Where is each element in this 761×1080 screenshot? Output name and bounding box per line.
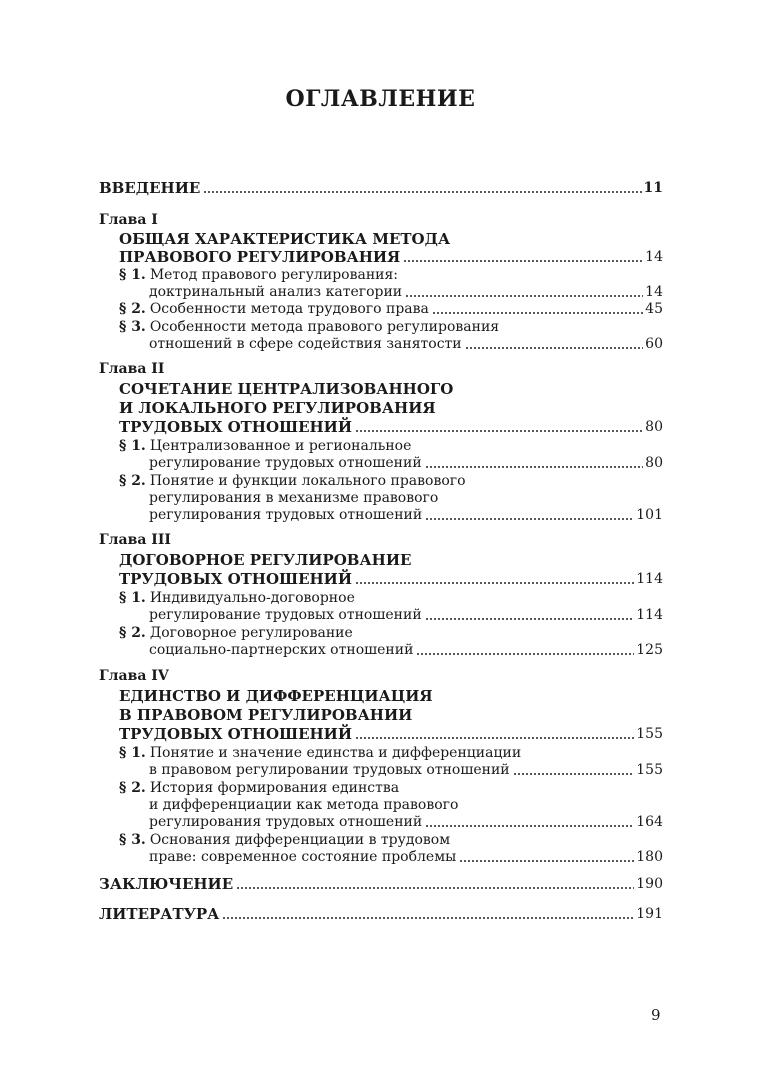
toc-entry-label: ЛИТЕРАТУРА [99, 905, 220, 923]
page-number: 14 [645, 284, 663, 300]
chapter-title-2-line-2 [99, 398, 663, 417]
chapter-title-text: ОБЩАЯ ХАРАКТЕРИСТИКА МЕТОДА [119, 230, 451, 248]
dot-leader [203, 191, 641, 193]
section-title-text: праве: современное состояние проблемы [149, 849, 457, 865]
toc-entry-section-2-1[interactable] [99, 453, 663, 472]
chapter-title-text: ТРУДОВЫХ ОТНОШЕНИЙ [119, 725, 353, 743]
chapter-label: Глава II [99, 361, 165, 377]
section-title-text: и дифференциации как метода правового [149, 797, 459, 813]
section-mark: § 1. [119, 267, 146, 283]
page-number: 190 [636, 876, 663, 892]
page-number: 11 [643, 180, 663, 196]
toc-entry-section-4-1[interactable] [99, 760, 663, 779]
section-title-text: регулирование трудовых отношений [149, 607, 422, 623]
chapter-title-text: ПРАВОВОГО РЕГУЛИРОВАНИЯ [119, 248, 401, 266]
section-title-text: в правовом регулировании трудовых отношений [149, 762, 510, 778]
section-mark: § 3. [119, 319, 146, 335]
section-title-text: регулирования трудовых отношений [149, 814, 423, 830]
toc-entry-chapter-3[interactable] [99, 569, 663, 588]
page-number: 14 [645, 249, 663, 265]
page-number: 101 [636, 507, 663, 523]
chapter-title-text: И ЛОКАЛЬНОГО РЕГУЛИРОВАНИЯ [119, 399, 436, 417]
section-title-text: Метод правового регулирования: [149, 267, 399, 283]
dot-leader [425, 518, 634, 520]
section-title-text: социально-партнерских отношений [149, 642, 414, 658]
toc-entry-intro[interactable] [99, 178, 663, 197]
page-number: 155 [636, 726, 663, 742]
section-title-text: регулирования трудовых отношений [149, 507, 423, 523]
chapter-heading-1 [99, 210, 663, 229]
chapter-label: Глава IV [99, 668, 169, 684]
section-title-text: регулирования в механизме правового [149, 490, 439, 506]
chapter-heading-3 [99, 530, 663, 549]
toc-entry-section-4-2[interactable] [99, 812, 663, 831]
chapter-heading-2 [99, 359, 663, 378]
page-number: 45 [645, 301, 663, 317]
section-title-text: Основания дифференциации в трудовом [149, 832, 451, 848]
chapter-title-text: СОЧЕТАНИЕ ЦЕНТРАЛИЗОВАННОГО [119, 380, 454, 398]
section-mark: § 2. [119, 301, 146, 317]
toc-entry-conclusion[interactable] [99, 874, 663, 893]
section-title-text: Понятие и значение единства и дифференциации [149, 745, 522, 761]
dot-leader [465, 347, 644, 349]
section-mark: § 3. [119, 832, 146, 848]
dot-leader [355, 582, 634, 584]
section-title-text: Индивидуально-договорное [149, 590, 355, 606]
page-number: 180 [636, 849, 663, 865]
section-title-text: История формирования единства [149, 780, 400, 796]
section-title-text: Договорное регулирование [149, 625, 353, 641]
dot-leader [459, 860, 634, 862]
section-title-text: отношений в сфере содействия занятости [149, 336, 462, 352]
toc-entry-section-3-2[interactable] [99, 640, 663, 659]
dot-leader [403, 260, 643, 262]
section-title-text: Особенности метода правового регулирования [149, 319, 500, 335]
chapter-title-text: В ПРАВОВОМ РЕГУЛИРОВАНИИ [119, 706, 413, 724]
page-title: ОГЛАВЛЕНИЕ [285, 86, 476, 112]
toc-entry-literature[interactable] [99, 904, 663, 923]
section-mark: § 1. [119, 745, 146, 761]
page-number: 191 [636, 906, 663, 922]
section-mark: § 1. [119, 590, 146, 606]
chapter-title-text: ТРУДОВЫХ ОТНОШЕНИЙ [119, 570, 353, 588]
toc-entry-label: ЗАКЛЮЧЕНИЕ [99, 875, 234, 893]
dot-leader [425, 466, 644, 468]
dot-leader [425, 618, 635, 620]
page-number: 114 [636, 607, 663, 623]
page-number: 155 [636, 762, 663, 778]
chapter-title-3-line-1 [99, 550, 663, 569]
dot-leader [425, 825, 634, 827]
page-number: 114 [636, 571, 663, 587]
toc-entry-section-1-3[interactable] [99, 334, 663, 353]
toc-entry-label: ВВЕДЕНИЕ [99, 179, 201, 197]
section-mark: § 1. [119, 438, 146, 454]
section-title-text: регулирование трудовых отношений [149, 455, 422, 471]
dot-leader [355, 430, 643, 432]
section-title-text: Централизованное и региональное [149, 438, 412, 454]
section-title-text: Особенности метода трудового права [149, 301, 429, 317]
toc-entry-section-3-1[interactable] [99, 605, 663, 624]
chapter-title-text: ЕДИНСТВО И ДИФФЕРЕНЦИАЦИЯ [119, 687, 433, 705]
toc-entry-chapter-2[interactable] [99, 417, 663, 436]
section-title-text: доктринальный анализ категории [149, 284, 403, 300]
dot-leader [432, 312, 643, 314]
chapter-heading-4 [99, 666, 663, 685]
toc-entry-section-2-2[interactable] [99, 505, 663, 524]
chapter-title-text: ДОГОВОРНОЕ РЕГУЛИРОВАНИЕ [119, 551, 412, 569]
toc-entry-chapter-1[interactable] [99, 247, 663, 266]
page-number: 60 [645, 336, 663, 352]
folio-page-number: 9 [651, 1006, 661, 1024]
section-mark: § 2. [119, 780, 146, 796]
dot-leader [222, 917, 634, 919]
section-mark: § 2. [119, 625, 146, 641]
chapter-title-text: ТРУДОВЫХ ОТНОШЕНИЙ [119, 418, 353, 436]
chapter-title-4-line-1 [99, 686, 663, 705]
toc-entry-section-1-2[interactable] [99, 299, 663, 318]
page-number: 80 [645, 455, 663, 471]
dot-leader [355, 737, 634, 739]
page-number: 80 [645, 419, 663, 435]
toc-entry-chapter-4[interactable] [99, 724, 663, 743]
chapter-title-1-line-1 [99, 229, 663, 248]
chapter-title-4-line-2 [99, 705, 663, 724]
chapter-label: Глава I [99, 212, 158, 228]
dot-leader [405, 295, 643, 297]
toc-entry-section-4-3[interactable] [99, 847, 663, 866]
chapter-label: Глава III [99, 532, 171, 548]
dot-leader [513, 773, 635, 775]
section-title-text: Понятие и функции локального правового [149, 473, 466, 489]
dot-leader [236, 887, 634, 889]
page-number: 164 [636, 814, 663, 830]
dot-leader [416, 653, 634, 655]
page-number: 125 [636, 642, 663, 658]
section-mark: § 2. [119, 473, 146, 489]
chapter-title-2-line-1 [99, 379, 663, 398]
